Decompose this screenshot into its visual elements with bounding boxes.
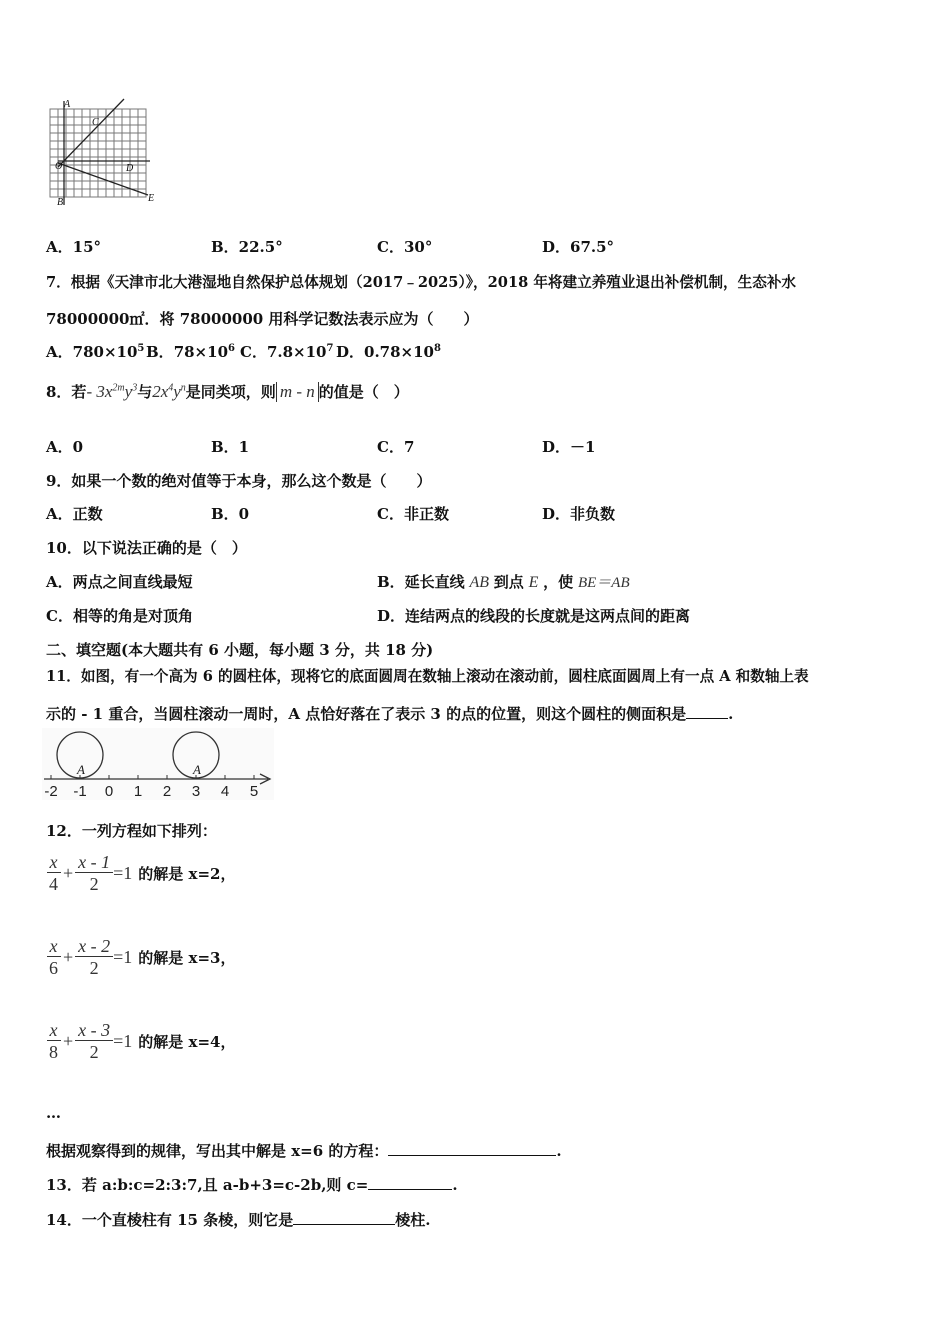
q8-abs: m - n [276,382,319,402]
q7-line2: 78000000㎡．将 78000000 用科学记数法表示应为（ ） [46,310,479,328]
q12-equation-1: $\frac{x}{4}$ + $\frac{x - 1}{2}$ =1 的解是 x=2， [46,852,235,895]
q8-term2: $2x^4y^n$ [152,381,186,401]
q10-stem: 10．以下说法正确的是（ ） [46,539,247,557]
q14-stem: 14．一个直棱柱有 15 条棱，则它是 棱柱. [46,1211,431,1229]
q8-option-b: B．1 [211,438,250,456]
q12-ellipsis: … [46,1104,61,1122]
q12-answer-blank [388,1141,556,1156]
q7-option-c: C．$7.8\times 10^7$ [240,343,334,361]
q12-stem: 12．一列方程如下排列： [46,822,217,840]
q12-ask: 根据观察得到的规律，写出其中解是 x=6 的方程： . [46,1142,562,1160]
q7-option-a: A．$780\times 10^5$ [46,343,145,361]
q11-line1: 11．如图，有一个高为 6 的圆柱体，现将它的底面圆周在数轴上滚动在滚动前，圆柱底面圆周上有一点 A 和数轴上表 [46,668,809,685]
q9-option-d: D．非负数 [542,505,616,523]
q13-answer-blank [368,1175,452,1190]
tick-label: -1 [73,783,87,800]
tick-label: 5 [249,783,259,800]
section-heading: 二、填空题(本大题共有 6 小题，每小题 3 分，共 18 分) [46,641,434,659]
label-b: B [57,197,64,208]
q6-option-a: A．15° [46,238,102,256]
q9-stem: 9．如果一个数的绝对值等于本身，那么这个数是（ ） [46,472,432,490]
q13-stem: 13．若 a:b:c=2:3:7,且 a-b+3=c-2b,则 c= . [46,1176,458,1194]
label-c: C [92,117,99,128]
q10-option-a: A．两点之间直线最短 [46,573,193,591]
q8-stem: 8．若 - $3x^{2m}y^3$ 与 $2x^4y^n$ 是同类项，则 m - n 的值是（ ） [46,381,409,401]
q10-option-d: D．连结两点的线段的长度就是这两点间的距离 [377,607,691,625]
q6-option-b: B．22.5° [211,238,283,256]
q12-equation-2: $\frac{x}{6}$ + $\frac{x - 2}{2}$ =1 的解是 x=3， [46,936,235,979]
q8-option-a: A．0 [46,438,84,456]
q12-equation-3: $\frac{x}{8}$ + $\frac{x - 3}{2}$ =1 的解是 x=4， [46,1020,235,1063]
q10-option-b: B．延长直线 AB 到点 E ，使 BE＝AB [377,573,630,591]
number-line-figure [42,728,274,800]
q6-option-c: C．30° [377,238,433,256]
tick-label: 3 [191,783,201,800]
q7-option-b: B．$78\times 10^6$ [146,343,235,361]
q7-option-d: D．$0.78\times 10^8$ [336,343,441,361]
q9-option-a: A．正数 [46,505,103,523]
q7-line1: 7．根据《天津市北大港湿地自然保护总体规划（2017﹣2025）》，2018 年将建立养殖业退出补偿机制，生态补水 [46,274,797,291]
q8-option-d: D．－1 [542,438,596,456]
q9-option-b: B．0 [211,505,250,523]
tick-label: 1 [133,783,143,800]
grid-figure [40,95,165,210]
q10-option-c: C．相等的角是对顶角 [46,607,193,625]
tick-label: 4 [220,783,230,800]
q11-answer-blank [686,704,728,719]
q8-option-c: C．7 [377,438,415,456]
q9-option-c: C．非正数 [377,505,449,523]
point-a-end: A [193,762,201,777]
q11-line2: 示的 - 1 重合，当圆柱滚动一周时，A 点恰好落在了表示 3 的点的位置，则这个圆柱的侧面积是 . [46,705,734,723]
line-oe [58,163,148,195]
point-a-start: A [77,762,85,777]
tick-label: -2 [44,783,58,800]
label-e: E [148,193,155,204]
tick-label: 0 [104,783,114,800]
q14-answer-blank [293,1210,395,1225]
label-d: D [126,163,134,174]
label-o: O [55,161,63,172]
q8-term1: - $3x^{2m}y^3$ [86,381,138,401]
tick-label: 2 [162,783,172,800]
label-a: A [64,99,71,110]
q6-option-d: D．67.5° [542,238,615,256]
